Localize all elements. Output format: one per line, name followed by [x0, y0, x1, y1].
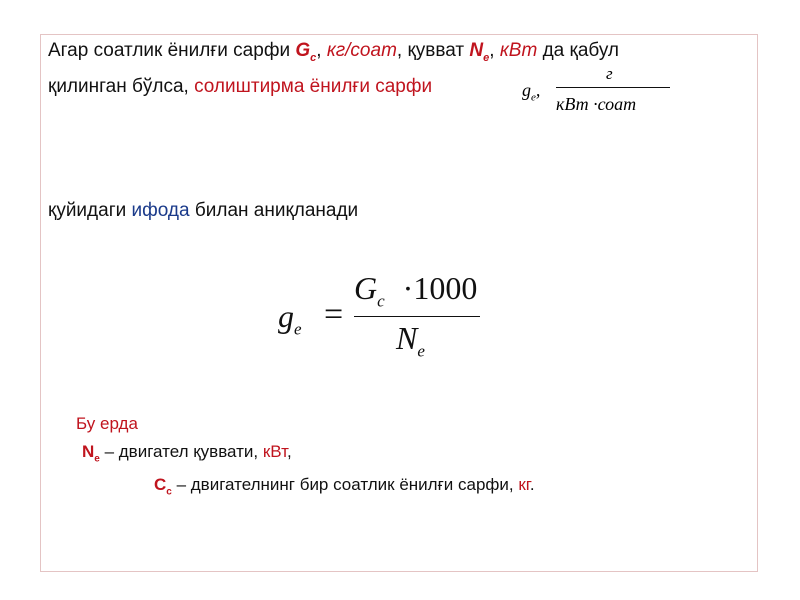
def2-unit: кг: [518, 475, 530, 494]
formula-lhs: $g_e$: [278, 298, 302, 339]
def1-unit: кВт: [262, 442, 287, 461]
formula-denominator: $N_e$: [396, 320, 425, 361]
definition-cc: $C_c$ – двигателнинг бир соатлик ёнилғи сарфи, кг.: [154, 475, 535, 498]
intro-text-5: да қабул: [537, 40, 620, 61]
intro-text-3: , қувват: [396, 40, 470, 61]
intro-line-2-text: қилинган бўлса,: [48, 76, 195, 97]
intro-text-4: ,: [489, 40, 500, 61]
unit-fraction-ge: $g_e$,: [522, 80, 541, 104]
gc-symbol: $G_c$: [295, 40, 317, 64]
intro-line-1: [48, 40, 619, 64]
formula-numerator: $G_c \cdot 1000$: [354, 270, 478, 311]
ne-symbol: $N_e$: [469, 40, 490, 64]
intro-text-1: Агар соатлик ёнилғи сарфи: [48, 40, 296, 61]
def2-symbol: $C_c$: [154, 475, 172, 498]
unit-fraction-denominator: кВт ·соат: [556, 94, 637, 114]
line3-text-c: билан аниқланади: [189, 200, 359, 221]
where-label: Бу ерда: [76, 414, 138, 433]
unit-fraction-bar: [556, 87, 670, 88]
intro-text-2: ,: [316, 40, 327, 61]
main-formula: [278, 268, 488, 368]
formula-fraction-bar: [354, 316, 480, 317]
def1-symbol: $N_e$: [82, 442, 100, 465]
definition-ne: $N_e$ – двигател қуввати, кВт,: [82, 442, 292, 465]
def2-text: – двигателнинг бир соатлик ёнилғи сарфи,: [171, 475, 519, 494]
intro-line-2: [48, 76, 432, 98]
formula-equals: =: [324, 296, 344, 333]
def1-text: – двигател қуввати,: [99, 442, 263, 461]
specific-fuel-consumption-term: солиштирма ёнилғи сарфи: [194, 76, 433, 97]
line3-text-b: ифода: [131, 200, 190, 221]
unit-fraction-numerator: г: [606, 64, 613, 83]
line3-text-a: қуйидаги: [48, 200, 132, 221]
unit-kw: кВт: [499, 40, 538, 61]
intro-line-3: [48, 200, 358, 222]
unit-kg-per-hour: кг/соат: [326, 40, 397, 61]
